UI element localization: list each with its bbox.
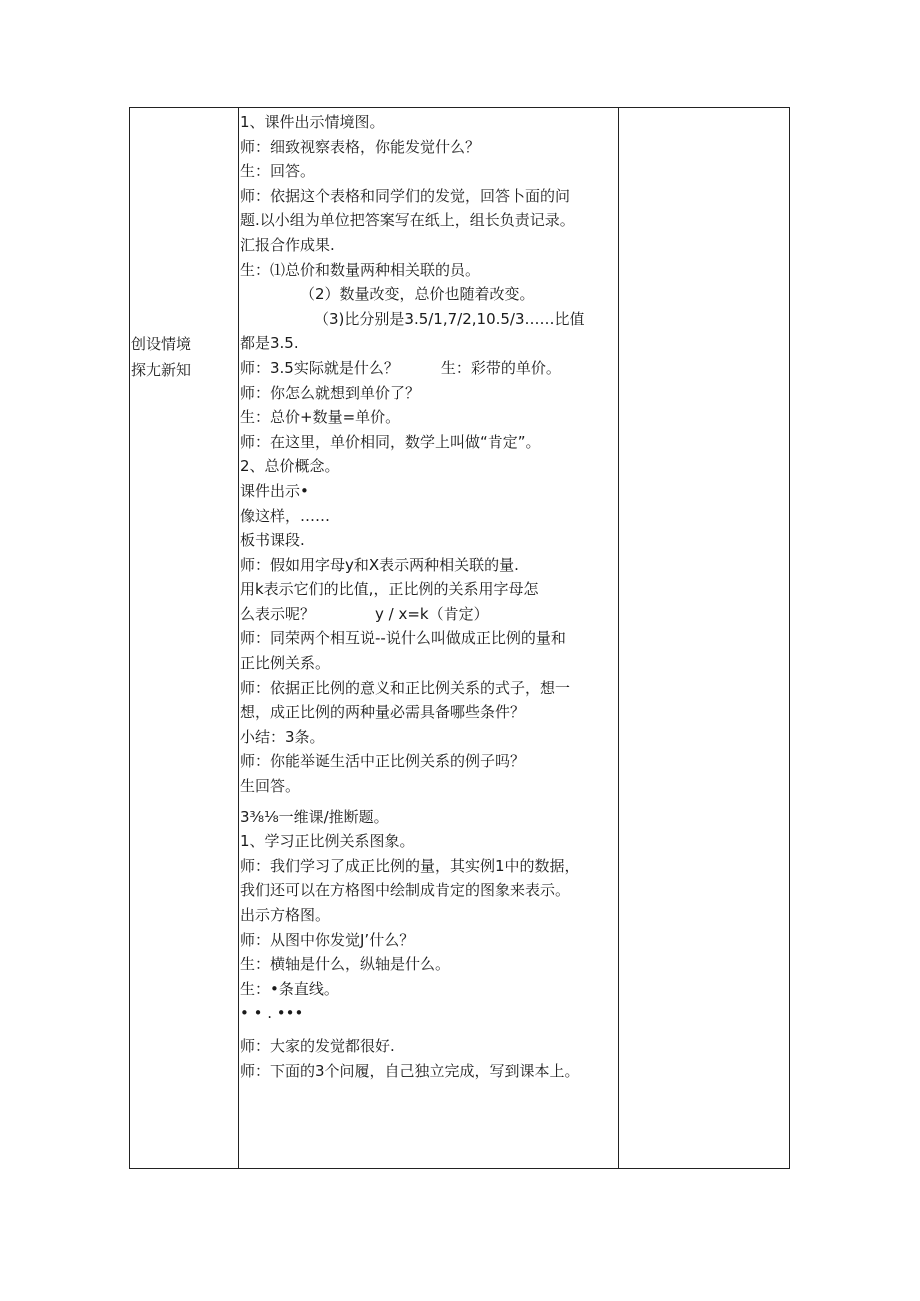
content-line: 题.以小组为单位把答案写在纸上，组长负责记录。: [240, 211, 575, 230]
content-line: 课件出示•: [240, 481, 309, 500]
content-line: 师：依据正比例的意义和正比例关系的式子，想一: [240, 678, 571, 697]
content-line: 生：回答。: [240, 162, 316, 181]
content-line: 师：同荣两个相互说--说什么叫做成正比例的量和: [240, 629, 566, 648]
teaching-process-cell: [240, 110, 616, 1083]
content-line: 师：你能举诞生活中正比例关系的例子吗？: [240, 752, 526, 771]
content-line: 师：下面的3个问履，自己独立完成，写到课本上。: [240, 1061, 580, 1080]
content-line: 我们还可以在方格图中绘制成肯定的图象来表示。: [240, 881, 571, 900]
section-title-cell: [131, 331, 237, 383]
content-line: 生：⑴总价和数量两种相关联的员。: [240, 260, 481, 279]
content-line: 用k表示它们的比值,，正比例的关系用字母怎: [240, 580, 539, 599]
content-line: 生：横轴是什么，纵轴是什么。: [240, 955, 451, 974]
content-line: • • . •••: [240, 1004, 304, 1023]
content-line: 师：大家的发觉都很好.: [240, 1036, 395, 1055]
content-line: 师：我们学习了成正比例的量，其实例1中的数据，: [240, 856, 580, 875]
content-line: 生：总价+数量=单价。: [240, 408, 401, 427]
content-line: （3)比分别是3.5/1,7/2,10.5/3……比值: [314, 309, 585, 328]
content-line: 正比例关系。: [240, 654, 331, 673]
column-divider-left: [238, 108, 239, 1168]
content-line: 师：你怎么就想到单价了？: [240, 383, 421, 402]
formula: y / x=k（肯定）: [375, 604, 489, 623]
section-title-line2: 探尢新知: [131, 361, 192, 379]
content-line: 1、课件出示情境图。: [240, 113, 385, 131]
content-line: 师：细致视察表格，你能发觉什么？: [240, 137, 481, 156]
content-line: 汇报合作成果.: [240, 235, 335, 254]
content-line: [240, 602, 616, 627]
content-line: 小结：3条。: [240, 727, 325, 746]
content-line: 3⅜⅛一维课/推断题。: [240, 807, 389, 826]
content-line: [240, 356, 616, 381]
content-line: 师：假如用字母y和X表示两种相关联的量.: [240, 555, 519, 574]
column-divider-right: [618, 108, 619, 1168]
content-line: 生：•条直线。: [240, 979, 339, 998]
content-line: 想，成正比例的两种量必需具备哪些条件？: [240, 703, 526, 722]
formula-question: 么表示呢？: [240, 604, 316, 623]
content-line: 师：依据这个表格和同学们的发觉，回答卜面的问: [240, 186, 571, 205]
content-line: 1、学习正比例关系图象。: [240, 832, 415, 851]
content-line: 都是3.5.: [240, 334, 299, 353]
lesson-plan-table: [129, 107, 790, 1169]
content-line: 2、总价概念。: [240, 457, 340, 476]
content-line: （2）数量改变，总价也随着改变。: [300, 285, 535, 304]
content-line: 板书课段.: [240, 531, 305, 550]
teacher-question: 师：3.5实际就是什么？: [240, 358, 399, 377]
content-line: 出示方格图。: [240, 906, 331, 924]
content-line: 师：在这里，单价相同，数学上叫做“肯定”。: [240, 432, 541, 451]
content-line: 像这样，……: [240, 506, 331, 525]
content-line: 师：从图中你发觉J’什么？: [240, 930, 415, 949]
student-answer: 生：彩带的单价。: [440, 358, 561, 377]
section-title-line1: 创设情境: [131, 335, 192, 353]
content-line: 生回答。: [240, 777, 301, 796]
